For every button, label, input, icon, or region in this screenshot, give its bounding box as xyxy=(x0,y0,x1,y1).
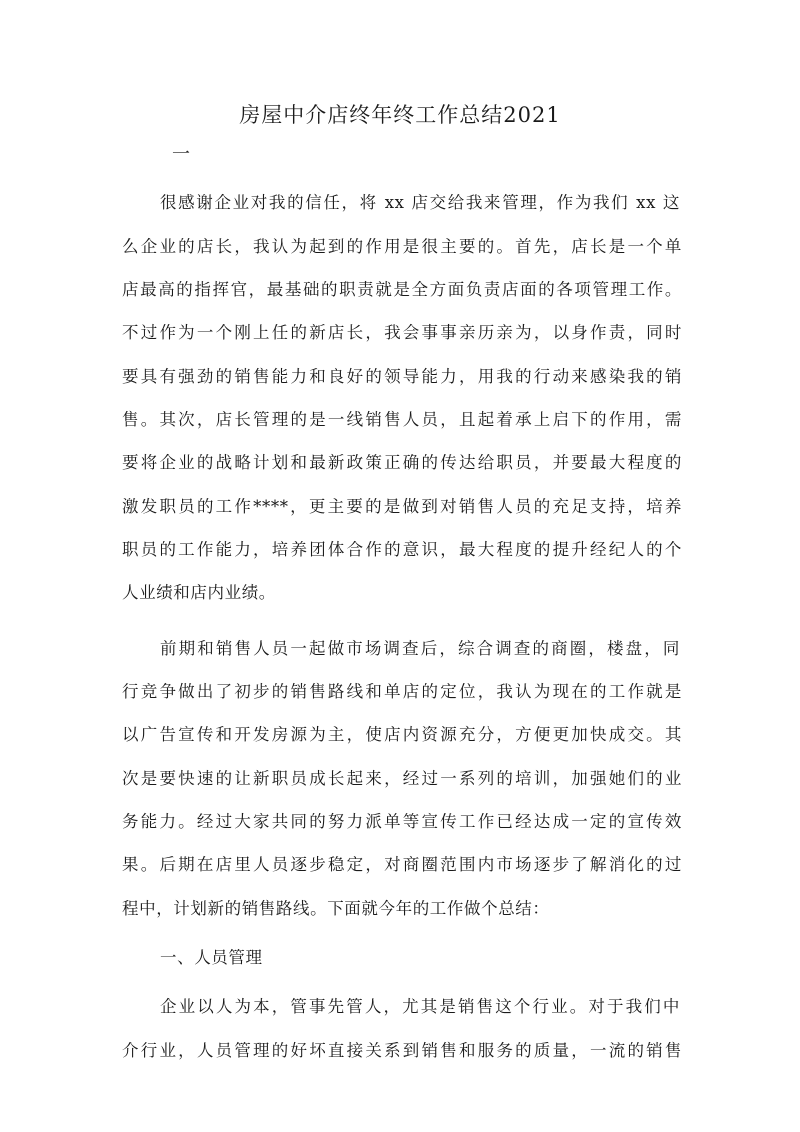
paragraph-1-line: 职员的工作能力，培养团体合作的意识，最大程度的提升经纪人的个 xyxy=(122,540,682,559)
paragraph-1-line: 店最高的指挥官，最基础的职责就是全方面负责店面的各项管理工作。 xyxy=(122,280,682,299)
section-heading: 一、人员管理 xyxy=(160,948,263,967)
paragraph-2-line: 行竞争做出了初步的销售路线和单店的定位，我认为现在的工作就是 xyxy=(122,682,682,701)
paragraph-2-line: 务能力。经过大家共同的努力派单等宣传工作已经达成一定的宣传效 xyxy=(122,812,682,831)
paragraph-3-line: 介行业，人员管理的好坏直接关系到销售和服务的质量，一流的销售 xyxy=(122,1041,682,1060)
paragraph-1-line: 人业绩和店内业绩。 xyxy=(122,583,276,602)
paragraph-1-line: 不过作为一个刚上任的新店长，我会事事亲历亲为，以身作责，同时 xyxy=(122,323,682,342)
paragraph-1-line: 么企业的店长，我认为起到的作用是很主要的。首先，店长是一个单 xyxy=(122,237,682,256)
paragraph-3-line: 企业以人为本，管事先管人，尤其是销售这个行业。对于我们中 xyxy=(160,997,680,1016)
paragraph-2-line: 果。后期在店里人员逐步稳定，对商圈范围内市场逐步了解消化的过 xyxy=(122,855,682,874)
paragraph-2-line: 程中，计划新的销售路线。下面就今年的工作做个总结： xyxy=(122,899,550,918)
document-title: 房屋中介店终年终工作总结2021 xyxy=(239,103,561,127)
section-mark: 一 xyxy=(172,144,190,165)
paragraph-2-line: 次是要快速的让新职员成长起来，经过一系列的培训，加强她们的业 xyxy=(122,769,682,788)
paragraph-1-line: 激发职员的工作****，更主要的是做到对销售人员的充足支持，培养 xyxy=(122,497,682,516)
paragraph-1-line: 很感谢企业对我的信任，将 xx 店交给我来管理，作为我们 xx 这 xyxy=(160,193,680,212)
paragraph-1-line: 要将企业的战略计划和最新政策正确的传达给职员，并要最大程度的 xyxy=(122,453,682,472)
paragraph-1-line: 售。其次，店长管理的是一线销售人员，且起着承上启下的作用，需 xyxy=(122,410,682,429)
paragraph-2-line: 前期和销售人员一起做市场调查后，综合调查的商圈，楼盘，同 xyxy=(160,639,680,658)
paragraph-1-line: 要具有强劲的销售能力和良好的领导能力，用我的行动来感染我的销 xyxy=(122,367,682,386)
paragraph-2-line: 以广告宣传和开发房源为主，使店内资源充分，方便更加快成交。其 xyxy=(122,725,682,744)
